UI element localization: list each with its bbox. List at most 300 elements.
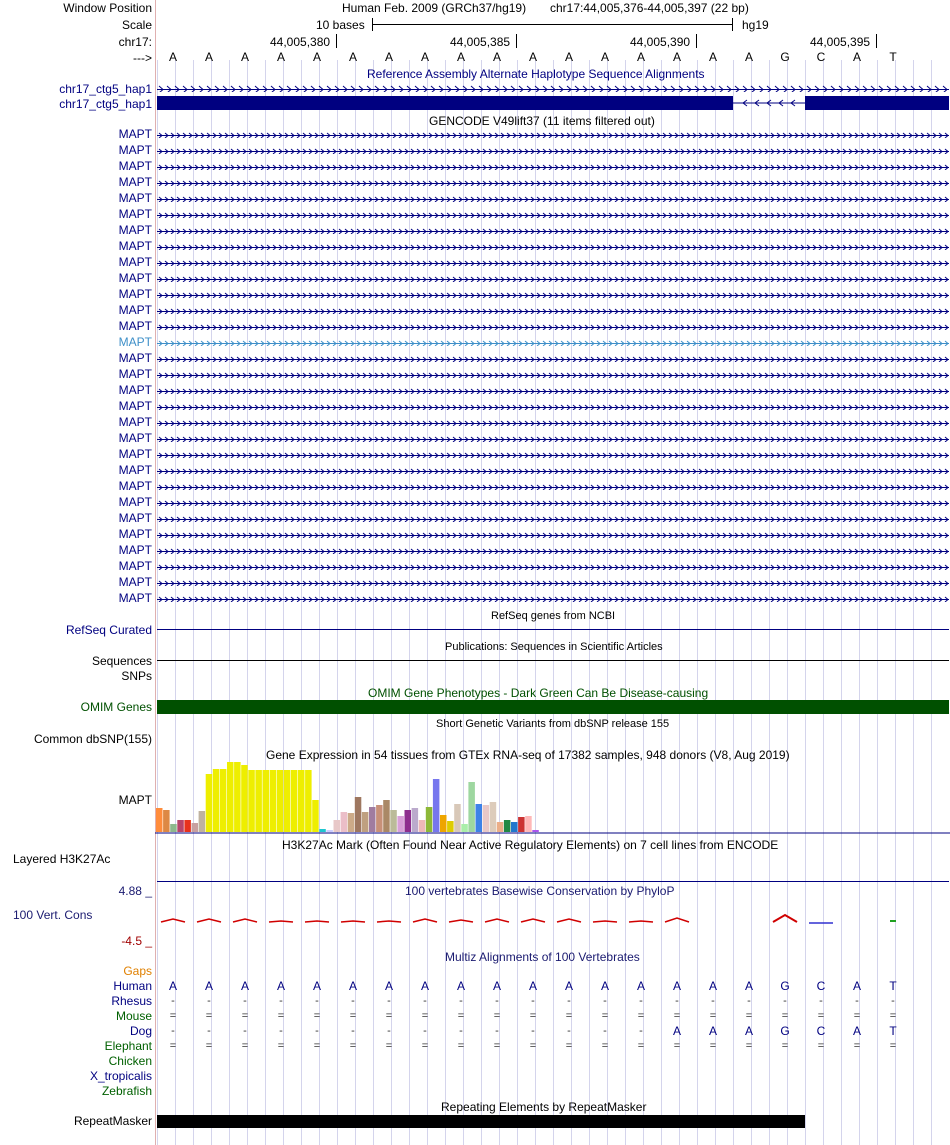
- multiz-dog-base: -: [531, 1025, 535, 1037]
- gtex-bar[interactable]: [419, 820, 426, 832]
- ruler-tick: [696, 34, 697, 48]
- gencode-gene-feature[interactable]: [157, 449, 949, 458]
- multiz-dog-base: A: [852, 1024, 861, 1038]
- gencode-gene-label[interactable]: MAPT: [118, 495, 152, 509]
- multiz-mouse-base: =: [169, 1010, 177, 1022]
- multiz-rhesus-base: -: [603, 995, 607, 1007]
- base-letter: A: [672, 50, 681, 64]
- base-letter: A: [240, 50, 249, 64]
- gencode-gene-label[interactable]: MAPT: [118, 575, 152, 589]
- gencode-gene-feature[interactable]: [157, 321, 949, 330]
- gtex-bar[interactable]: [184, 820, 191, 832]
- h3k27ac-label[interactable]: Layered H3K27Ac: [13, 852, 111, 866]
- multiz-human-base: A: [528, 979, 537, 993]
- phylop-min-label: -4.5 _: [121, 934, 152, 948]
- gencode-gene-feature[interactable]: [157, 433, 949, 442]
- multiz-dog-base: -: [279, 1025, 283, 1037]
- gtex-bar[interactable]: [255, 770, 262, 832]
- base-letter: A: [456, 50, 465, 64]
- multiz-dog-base: -: [567, 1025, 571, 1037]
- multiz-mouse-base: =: [241, 1010, 249, 1022]
- phylop-mark: [629, 921, 653, 922]
- gencode-gene-feature[interactable]: [157, 385, 949, 394]
- gtex-bar[interactable]: [326, 830, 333, 832]
- gencode-gene-label[interactable]: MAPT: [118, 335, 152, 349]
- phylop-mark: [521, 919, 545, 922]
- gencode-gene-label[interactable]: MAPT: [118, 351, 152, 365]
- gencode-gene-feature[interactable]: [157, 353, 949, 362]
- multiz-human-base: A: [456, 979, 465, 993]
- dbsnp-label[interactable]: Common dbSNP(155): [33, 732, 152, 746]
- multiz-human-base: A: [564, 979, 573, 993]
- gencode-gene-feature[interactable]: [157, 305, 949, 314]
- multiz-rhesus-base: -: [531, 995, 535, 1007]
- phylop-mark: [305, 921, 329, 922]
- base-letter: A: [384, 50, 393, 64]
- scale-bar-left-tick: [372, 18, 373, 31]
- multiz-mouse-base: =: [313, 1010, 321, 1022]
- multiz-dog-base: -: [639, 1025, 643, 1037]
- multiz-elephant-base: =: [349, 1040, 357, 1052]
- multiz-species-label[interactable]: Dog: [129, 1024, 152, 1038]
- phylop-mark: [233, 919, 257, 922]
- gtex-bar[interactable]: [454, 804, 461, 832]
- phylop-peak: [773, 915, 797, 922]
- gtex-bar[interactable]: [284, 770, 291, 832]
- omim-label[interactable]: OMIM Genes: [80, 700, 152, 714]
- gencode-gene-feature[interactable]: [157, 561, 949, 570]
- base-letter: A: [420, 50, 429, 64]
- multiz-human-base: A: [204, 979, 213, 993]
- multiz-elephant-base: =: [853, 1040, 861, 1052]
- gencode-gene-label[interactable]: MAPT: [118, 447, 152, 461]
- multiz-dog-base: T: [889, 1024, 897, 1038]
- track-grid: [155, 0, 950, 1145]
- gencode-gene-label[interactable]: MAPT: [118, 143, 152, 157]
- phylop-mark: [377, 921, 401, 922]
- multiz-elephant-base: =: [817, 1040, 825, 1052]
- multiz-human-base: A: [168, 979, 177, 993]
- phylop-mark: [413, 919, 437, 922]
- multiz-human-base: A: [276, 979, 285, 993]
- phylop-mark: [341, 921, 365, 922]
- gencode-gene-label[interactable]: MAPT: [118, 367, 152, 381]
- gencode-gene-label[interactable]: MAPT: [118, 127, 152, 141]
- gtex-bar[interactable]: [334, 820, 341, 832]
- strand-arrow-label: --->: [133, 51, 152, 65]
- gtex-bar[interactable]: [497, 822, 504, 832]
- base-letter: A: [276, 50, 285, 64]
- gtex-bar[interactable]: [525, 816, 532, 832]
- base-letter: A: [636, 50, 645, 64]
- gencode-gene-feature[interactable]: [157, 497, 949, 506]
- multiz-rhesus-base: -: [495, 995, 499, 1007]
- gencode-gene-feature[interactable]: [157, 513, 949, 522]
- gtex-bar[interactable]: [170, 824, 177, 832]
- gencode-gene-feature[interactable]: [157, 209, 949, 218]
- gencode-gene-feature[interactable]: [157, 257, 949, 266]
- scale-label: Scale: [121, 18, 152, 32]
- gtex-bar[interactable]: [376, 805, 383, 832]
- position-readout: chr17:44,005,376-44,005,397 (22 bp): [550, 1, 749, 15]
- omim-title: OMIM Gene Phenotypes - Dark Green Can Be Disease-causing: [368, 686, 709, 700]
- multiz-species-label[interactable]: Zebrafish: [101, 1084, 152, 1098]
- alt-haplo-block[interactable]: [157, 96, 733, 110]
- gencode-gene-label[interactable]: MAPT: [118, 223, 152, 237]
- publications-feature-line[interactable]: [157, 660, 949, 661]
- gtex-bar-chart[interactable]: [155, 762, 950, 834]
- gtex-bar[interactable]: [468, 782, 475, 832]
- phylop-mark: [665, 918, 689, 922]
- gencode-gene-label[interactable]: MAPT: [118, 511, 152, 525]
- gencode-gene-label[interactable]: MAPT: [118, 399, 152, 413]
- multiz-human-base: C: [816, 979, 826, 993]
- multiz-elephant-base: =: [781, 1040, 789, 1052]
- refseq-title: RefSeq genes from NCBI: [491, 610, 616, 622]
- multiz-rhesus-base: -: [279, 995, 283, 1007]
- multiz-elephant-base: =: [169, 1040, 177, 1052]
- scale-text: 10 bases: [316, 18, 365, 32]
- gencode-gene-label[interactable]: MAPT: [118, 271, 152, 285]
- gtex-bar[interactable]: [199, 811, 206, 832]
- multiz-rhesus-base: -: [783, 995, 787, 1007]
- base-letter: A: [708, 50, 717, 64]
- gencode-gene-label[interactable]: MAPT: [118, 591, 152, 605]
- ruler-tick-label: 44,005,390: [630, 35, 691, 49]
- multiz-mouse-base: =: [385, 1010, 393, 1022]
- gencode-gene-feature[interactable]: [157, 161, 949, 170]
- base-letter: A: [564, 50, 573, 64]
- multiz-human-base: A: [348, 979, 357, 993]
- multiz-dog-base: -: [171, 1025, 175, 1037]
- base-letter: T: [889, 50, 897, 64]
- gtex-bar[interactable]: [163, 810, 170, 832]
- gtex-bar[interactable]: [220, 769, 227, 832]
- gtex-bar[interactable]: [362, 812, 369, 832]
- window-position-label: Window Position: [63, 1, 152, 15]
- multiz-human-base: A: [420, 979, 429, 993]
- gtex-title: Gene Expression in 54 tissues from GTEx RNA-seq of 17382 samples, 948 donors (V8, Aug 2019): [266, 748, 790, 762]
- multiz-mouse-base: =: [205, 1010, 213, 1022]
- phylop-mark: [269, 921, 293, 922]
- multiz-title: Multiz Alignments of 100 Vertebrates: [445, 950, 640, 964]
- gencode-gene-label[interactable]: MAPT: [118, 479, 152, 493]
- gtex-bar[interactable]: [206, 774, 213, 832]
- gtex-bar[interactable]: [263, 770, 270, 832]
- gencode-gene-label[interactable]: MAPT: [118, 415, 152, 429]
- gencode-gene-feature[interactable]: [157, 465, 949, 474]
- gencode-gene-label[interactable]: MAPT: [118, 191, 152, 205]
- gtex-bar[interactable]: [426, 807, 433, 832]
- multiz-dog-base: -: [495, 1025, 499, 1037]
- multiz-dog-base: A: [708, 1024, 717, 1038]
- base-letter: A: [528, 50, 537, 64]
- gencode-gene-label[interactable]: MAPT: [118, 175, 152, 189]
- multiz-dog-base: -: [315, 1025, 319, 1037]
- dbsnp-title: Short Genetic Variants from dbSNP release 155: [436, 718, 670, 730]
- omim-feature-block[interactable]: [157, 700, 949, 714]
- multiz-mouse-base: =: [817, 1010, 825, 1022]
- refseq-feature-line[interactable]: [157, 629, 949, 630]
- gencode-gene-label[interactable]: MAPT: [118, 319, 152, 333]
- gtex-bar[interactable]: [248, 770, 255, 832]
- multiz-rhesus-base: -: [639, 995, 643, 1007]
- ruler-tick: [336, 34, 337, 48]
- gencode-gene-feature[interactable]: [157, 481, 949, 490]
- multiz-elephant-base: =: [889, 1040, 897, 1052]
- multiz-mouse-base: =: [745, 1010, 753, 1022]
- alt-haplo-intron: [733, 96, 805, 110]
- multiz-mouse-base: =: [529, 1010, 537, 1022]
- gtex-bar[interactable]: [383, 800, 390, 832]
- multiz-dog-base: A: [744, 1024, 753, 1038]
- repeatmasker-label[interactable]: RepeatMasker: [73, 1114, 152, 1128]
- base-letter: A: [348, 50, 357, 64]
- phylop-title: 100 vertebrates Basewise Conservation by PhyloP: [405, 884, 675, 898]
- multiz-species-label[interactable]: Elephant: [104, 1039, 152, 1053]
- ruler-tick-label: 44,005,395: [810, 35, 871, 49]
- gencode-gene-label[interactable]: MAPT: [118, 463, 152, 477]
- multiz-elephant-base: =: [205, 1040, 213, 1052]
- gtex-bar[interactable]: [319, 829, 326, 832]
- gtex-bar[interactable]: [518, 817, 525, 832]
- gtex-bar[interactable]: [341, 812, 348, 832]
- multiz-mouse-base: =: [673, 1010, 681, 1022]
- gencode-gene-feature[interactable]: [157, 225, 949, 234]
- scale-bar: [372, 24, 733, 25]
- multiz-mouse-base: =: [565, 1010, 573, 1022]
- multiz-dog-base: -: [351, 1025, 355, 1037]
- repeatmasker-block[interactable]: [157, 1115, 805, 1128]
- gencode-gene-label[interactable]: MAPT: [118, 303, 152, 317]
- phylop-label[interactable]: 100 Vert. Cons: [13, 908, 93, 922]
- h3k27ac-title: H3K27Ac Mark (Often Found Near Active Regulatory Elements) on 7 cell lines from ENCODE: [282, 838, 779, 852]
- gtex-label[interactable]: MAPT: [118, 793, 152, 807]
- gencode-gene-feature[interactable]: [157, 273, 949, 282]
- multiz-mouse-base: =: [637, 1010, 645, 1022]
- gtex-bar[interactable]: [312, 800, 319, 832]
- multiz-human-base: A: [744, 979, 753, 993]
- gencode-gene-label[interactable]: MAPT: [118, 543, 152, 557]
- gencode-gene-feature[interactable]: [157, 241, 949, 250]
- sequences-label[interactable]: Sequences: [91, 654, 152, 668]
- multiz-rhesus-base: -: [711, 995, 715, 1007]
- multiz-mouse-base: =: [709, 1010, 717, 1022]
- multiz-species-label[interactable]: Mouse: [115, 1009, 152, 1023]
- phylop-mark: [197, 919, 221, 922]
- multiz-human-base: A: [852, 979, 861, 993]
- multiz-rhesus-base: -: [243, 995, 247, 1007]
- gencode-gene-feature[interactable]: [157, 401, 949, 410]
- ruler-tick-label: 44,005,380: [270, 35, 331, 49]
- gencode-gene-feature[interactable]: [157, 417, 949, 426]
- multiz-elephant-base: =: [385, 1040, 393, 1052]
- gencode-gene-feature[interactable]: [157, 577, 949, 586]
- multiz-rhesus-base: -: [315, 995, 319, 1007]
- multiz-elephant-base: =: [529, 1040, 537, 1052]
- gtex-bar[interactable]: [412, 808, 419, 832]
- gtex-bar[interactable]: [227, 762, 234, 832]
- gtex-bar[interactable]: [305, 770, 312, 832]
- multiz-human-base: A: [672, 979, 681, 993]
- gencode-gene-feature[interactable]: [157, 369, 949, 378]
- phylop-mark: [161, 919, 185, 922]
- multiz-elephant-base: =: [421, 1040, 429, 1052]
- alt-haplo-feature-line[interactable]: [157, 83, 949, 92]
- multiz-elephant-base: =: [601, 1040, 609, 1052]
- h3k27ac-baseline: [157, 881, 949, 882]
- multiz-human-base: A: [708, 979, 717, 993]
- gtex-bar[interactable]: [192, 823, 199, 832]
- gtex-bar[interactable]: [156, 808, 163, 832]
- gtex-bar[interactable]: [440, 815, 447, 832]
- phylop-max-label: 4.88 _: [118, 884, 152, 898]
- db-label: hg19: [742, 18, 769, 32]
- gtex-bar[interactable]: [433, 779, 440, 832]
- multiz-human-base: A: [600, 979, 609, 993]
- multiz-dog-base: -: [603, 1025, 607, 1037]
- gtex-bar[interactable]: [405, 810, 412, 832]
- gtex-bar[interactable]: [461, 824, 468, 832]
- alt-haplo-row-label[interactable]: chr17_ctg5_hap1: [59, 82, 152, 96]
- gencode-gene-feature[interactable]: [157, 193, 949, 202]
- multiz-mouse-base: =: [781, 1010, 789, 1022]
- gtex-bar[interactable]: [511, 822, 518, 832]
- alt-haplo-title: Reference Assembly Alternate Haplotype Sequence Alignments: [367, 67, 705, 81]
- multiz-dog-base: G: [780, 1024, 790, 1038]
- assembly-title: Human Feb. 2009 (GRCh37/hg19): [342, 1, 527, 15]
- gtex-bar[interactable]: [504, 820, 511, 832]
- gencode-gene-feature[interactable]: [157, 289, 949, 298]
- gencode-gene-label[interactable]: MAPT: [118, 159, 152, 173]
- multiz-mouse-base: =: [889, 1010, 897, 1022]
- chrom-label: chr17:: [118, 35, 152, 49]
- multiz-dog-base: -: [243, 1025, 247, 1037]
- multiz-species-label[interactable]: Chicken: [108, 1054, 152, 1068]
- multiz-dog-base: -: [423, 1025, 427, 1037]
- gencode-gene-label[interactable]: MAPT: [118, 207, 152, 221]
- gencode-gene-feature[interactable]: [157, 593, 949, 602]
- multiz-human-base: A: [384, 979, 393, 993]
- gtex-bar[interactable]: [447, 821, 454, 832]
- multiz-rhesus-base: -: [819, 995, 823, 1007]
- multiz-rhesus-base: -: [459, 995, 463, 1007]
- gtex-bar[interactable]: [241, 765, 248, 832]
- multiz-dog-base: A: [672, 1024, 681, 1038]
- multiz-rhesus-base: -: [747, 995, 751, 1007]
- multiz-dog-base: C: [816, 1024, 826, 1038]
- publications-title: Publications: Sequences in Scientific Articles: [445, 641, 663, 653]
- gtex-bar[interactable]: [390, 810, 397, 832]
- base-letter: A: [204, 50, 213, 64]
- multiz-mouse-base: =: [493, 1010, 501, 1022]
- multiz-elephant-base: =: [709, 1040, 717, 1052]
- multiz-gaps-label: Gaps: [123, 964, 152, 978]
- gtex-bar[interactable]: [369, 807, 376, 832]
- multiz-mouse-base: =: [457, 1010, 465, 1022]
- alt-haplo-row-label[interactable]: chr17_ctg5_hap1: [59, 97, 152, 111]
- gtex-bar[interactable]: [298, 770, 305, 832]
- gencode-gene-feature[interactable]: [157, 129, 949, 138]
- multiz-elephant-base: =: [277, 1040, 285, 1052]
- base-letter: C: [816, 50, 826, 64]
- repeatmasker-title: Repeating Elements by RepeatMasker: [441, 1100, 647, 1114]
- gencode-gene-feature[interactable]: [157, 145, 949, 154]
- gtex-bar[interactable]: [483, 805, 490, 832]
- multiz-human-base: A: [240, 979, 249, 993]
- gencode-gene-feature[interactable]: [157, 337, 949, 346]
- base-letter: A: [492, 50, 501, 64]
- gtex-bar[interactable]: [490, 802, 497, 832]
- multiz-mouse-base: =: [277, 1010, 285, 1022]
- multiz-human-base: A: [312, 979, 321, 993]
- multiz-dog-base: -: [207, 1025, 211, 1037]
- alt-haplo-block[interactable]: [805, 96, 949, 110]
- gencode-gene-label[interactable]: MAPT: [118, 431, 152, 445]
- multiz-elephant-base: =: [313, 1040, 321, 1052]
- gencode-gene-label[interactable]: MAPT: [118, 287, 152, 301]
- ruler-tick: [516, 34, 517, 48]
- multiz-species-label[interactable]: X_tropicalis: [89, 1069, 152, 1083]
- gtex-bar[interactable]: [355, 797, 362, 832]
- gtex-bar[interactable]: [234, 762, 241, 832]
- multiz-rhesus-base: -: [423, 995, 427, 1007]
- gencode-gene-feature[interactable]: [157, 177, 949, 186]
- multiz-rhesus-base: -: [387, 995, 391, 1007]
- base-letter: A: [600, 50, 609, 64]
- multiz-species-label[interactable]: Human: [113, 979, 152, 993]
- phylop-wiggle[interactable]: [155, 912, 950, 932]
- multiz-elephant-base: =: [745, 1040, 753, 1052]
- gtex-bar[interactable]: [177, 820, 184, 832]
- ruler-tick-label: 44,005,385: [450, 35, 511, 49]
- base-letter: A: [744, 50, 753, 64]
- multiz-elephant-base: =: [637, 1040, 645, 1052]
- multiz-mouse-base: =: [853, 1010, 861, 1022]
- gencode-gene-feature[interactable]: [157, 529, 949, 538]
- gencode-gene-label[interactable]: MAPT: [118, 527, 152, 541]
- phylop-mark: [485, 919, 509, 922]
- refseq-label[interactable]: RefSeq Curated: [65, 623, 152, 637]
- base-letter: G: [780, 50, 790, 64]
- multiz-dog-base: -: [459, 1025, 463, 1037]
- gtex-bar[interactable]: [348, 813, 355, 832]
- multiz-human-base: A: [636, 979, 645, 993]
- gtex-bar[interactable]: [476, 804, 483, 832]
- multiz-human-base: G: [780, 979, 790, 993]
- gencode-gene-label[interactable]: MAPT: [118, 239, 152, 253]
- base-letter: A: [852, 50, 861, 64]
- gtex-bar[interactable]: [397, 816, 404, 832]
- gencode-gene-label[interactable]: MAPT: [118, 383, 152, 397]
- gtex-bar[interactable]: [532, 830, 539, 832]
- gtex-bar[interactable]: [213, 769, 220, 832]
- gtex-bar[interactable]: [291, 770, 298, 832]
- phylop-mark: [593, 921, 617, 922]
- gtex-bar[interactable]: [277, 770, 284, 832]
- snps-label[interactable]: SNPs: [121, 669, 152, 683]
- multiz-species-label[interactable]: Rhesus: [111, 994, 152, 1008]
- multiz-rhesus-base: -: [855, 995, 859, 1007]
- multiz-rhesus-base: -: [171, 995, 175, 1007]
- gencode-gene-label[interactable]: MAPT: [118, 559, 152, 573]
- gtex-bar[interactable]: [270, 770, 277, 832]
- gencode-gene-label[interactable]: MAPT: [118, 255, 152, 269]
- phylop-mark: [557, 919, 581, 922]
- gencode-gene-feature[interactable]: [157, 545, 949, 554]
- multiz-elephant-base: =: [565, 1040, 573, 1052]
- base-letter: A: [168, 50, 177, 64]
